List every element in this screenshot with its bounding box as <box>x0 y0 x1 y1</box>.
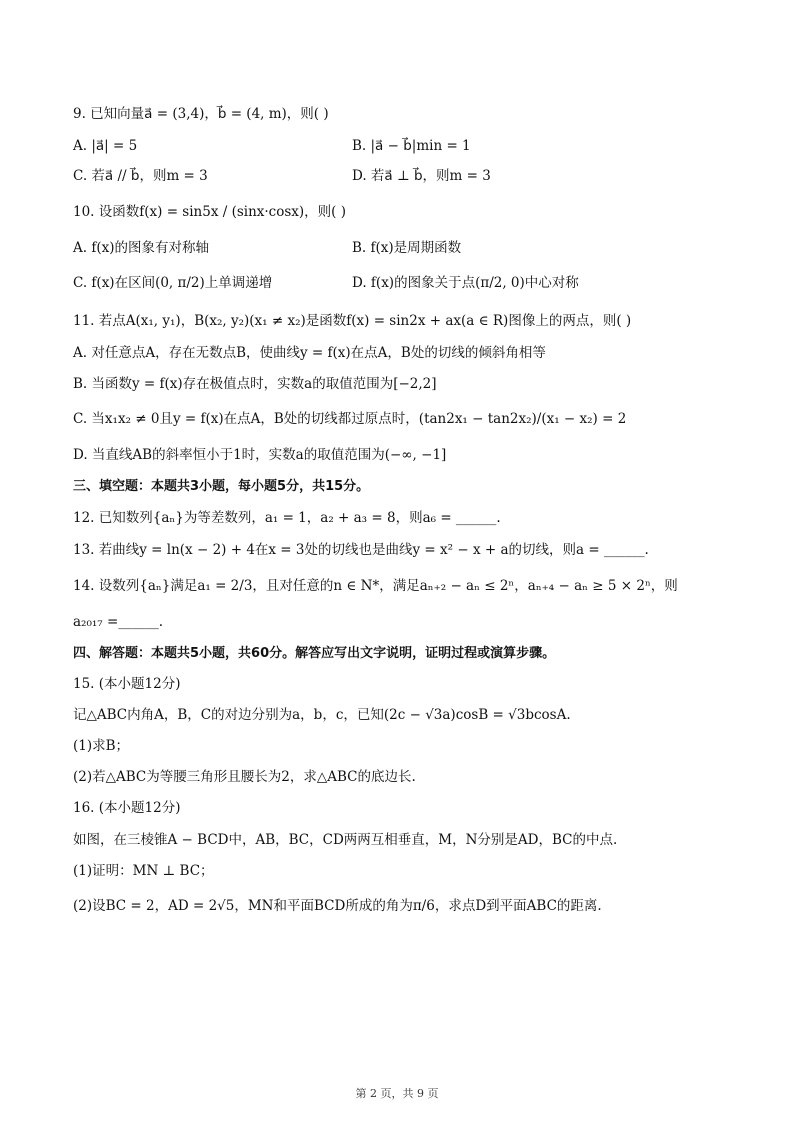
question-11-option-c: C. 当x₁x₂ ≠ 0且y = f(x)在点A，B处的切线都过原点时，(tan2x₁ − tan2x₂)/(x₁ − x₂) = 2 <box>73 411 627 427</box>
question-11-option-b: B. 当函数y = f(x)存在极值点时，实数a的取值范围为[−2,2] <box>73 376 437 392</box>
question-9-option-c: C. 若a⃗ // b⃗，则m = 3 <box>73 168 208 184</box>
question-10-option-c: C. f(x)在区间(0, π/2)上单调递增 <box>73 275 273 291</box>
question-14-line-1: 14. 设数列{aₙ}满足a₁ = 2/3，且对任意的n ∈ N*，满足aₙ₊₂ − aₙ ≤ 2ⁿ，aₙ₊₄ − aₙ ≥ 5 × 2ⁿ，则 <box>73 578 678 594</box>
question-9-stem: 9. 已知向量a⃗ = (3,4)，b⃗ = (4, m)，则( ) <box>73 106 329 122</box>
question-10-option-b: B. f(x)是周期函数 <box>352 240 462 256</box>
question-15-stem: 记△ABC内角A，B，C的对边分别为a，b，c，已知(2c − √3a)cosB = √3bcosA. <box>73 707 571 723</box>
question-16-part-2: (2)设BC = 2，AD = 2√5，MN和平面BCD所成的角为π/6，求点D到平面ABC的距离. <box>73 898 602 914</box>
question-14-line-2: a₂₀₁₇ =______. <box>73 614 164 630</box>
question-16-part-1: (1)证明：MN ⊥ BC； <box>73 863 214 879</box>
question-11-stem: 11. 若点A(x₁, y₁)，B(x₂, y₂)(x₁ ≠ x₂)是函数f(x) = sin2x + ax(a ∈ R)图像上的两点，则( ) <box>73 313 632 329</box>
question-9-option-d: D. 若a⃗ ⊥ b⃗，则m = 3 <box>352 168 491 184</box>
question-12: 12. 已知数列{aₙ}为等差数列，a₁ = 1，a₂ + a₃ = 8，则a₆ = ______. <box>73 510 501 526</box>
section-3-heading: 三、填空题：本题共3小题，每小题5分，共15分。 <box>73 479 370 494</box>
question-15-part-1: (1)求B； <box>73 738 130 754</box>
page-footer: 第 2 页，共 9 页 <box>355 1087 439 1100</box>
question-15-header: 15. (本小题12分) <box>73 676 181 692</box>
question-9-option-b: B. |a⃗ − b⃗|min = 1 <box>352 138 471 154</box>
question-16-header: 16. (本小题12分) <box>73 800 181 816</box>
question-9-option-a: A. |a⃗| = 5 <box>73 138 138 154</box>
question-16-stem: 如图，在三棱锥A − BCD中，AB，BC，CD两两互相垂直，M，N分别是AD，BC的中点. <box>73 832 618 848</box>
question-11-option-a: A. 对任意点A，存在无数点B，使曲线y = f(x)在点A，B处的切线的倾斜角相等 <box>73 345 546 361</box>
question-10-option-d: D. f(x)的图象关于点(π/2, 0)中心对称 <box>352 275 579 291</box>
question-10-option-a: A. f(x)的图象有对称轴 <box>73 240 209 256</box>
question-10-stem: 10. 设函数f(x) = sin5x / (sinx·cosx)，则( ) <box>73 204 347 220</box>
section-4-heading: 四、解答题：本题共5小题，共60分。解答应写出文字说明，证明过程或演算步骤。 <box>73 646 556 661</box>
question-13: 13. 若曲线y = ln(x − 2) + 4在x = 3处的切线也是曲线y = x² − x + a的切线，则a = ______. <box>73 542 649 558</box>
question-15-part-2: (2)若△ABC为等腰三角形且腰长为2，求△ABC的底边长. <box>73 769 416 785</box>
question-11-option-d: D. 当直线AB的斜率恒小于1时，实数a的取值范围为(−∞, −1] <box>73 447 447 463</box>
